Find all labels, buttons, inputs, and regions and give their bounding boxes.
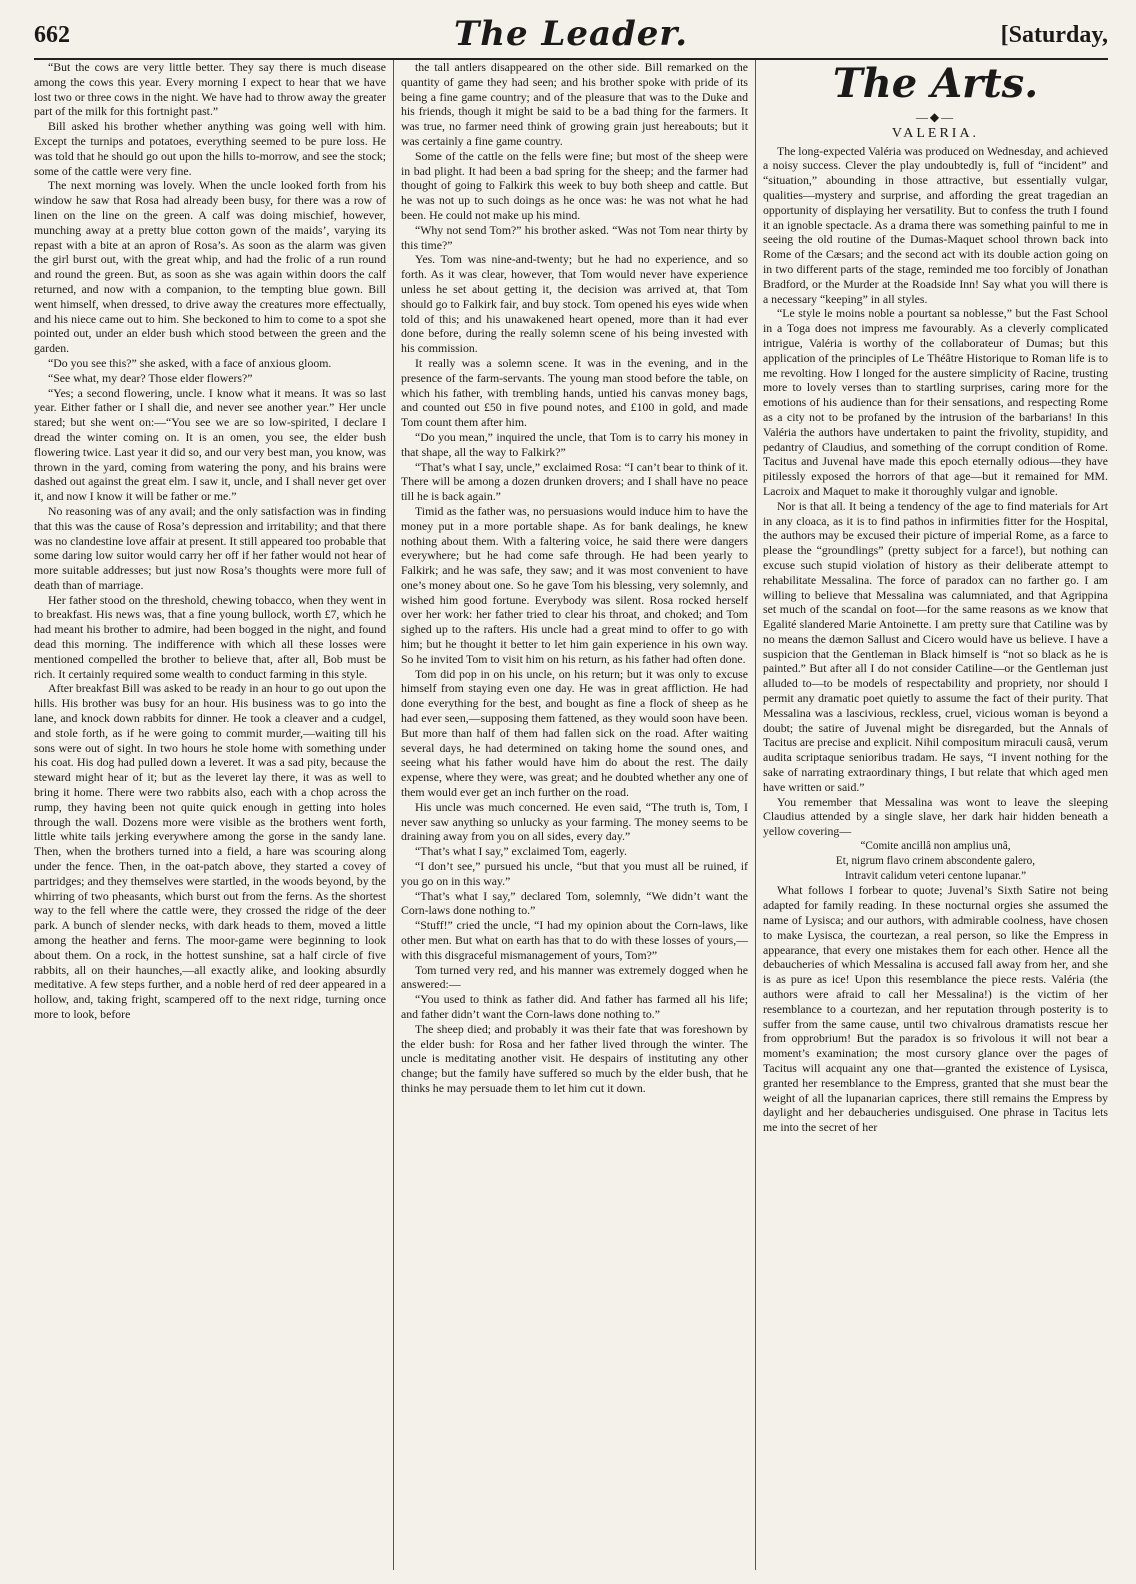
paragraph: The next morning was lovely. When the uncle looked forth from his window he saw that Rosa had already been busy, for there was a row of linen on the line on the green. A calf was doing mischief, however, munching away at a pretty blue cotton gown of the maids’, varying its repast with a bite at an apron of Rosa’s. As soon as the alarm was given the girl burst out, with the great whip, and had the frolic of a run round and round the green. But, as soon as she was again within doors the calf returned, and now with a companion, to the tempting blue gown. Bill went himself, when dressed, to drive away the creatures more effectually, and his niece came out to him. She beckoned to him to come to a spot she pointed out, under an elder bush which stood between the green and the garden. [34, 178, 386, 356]
article-title: VALERIA. [891, 125, 980, 141]
column-3 [756, 60, 1108, 1570]
paragraph: “Le style le moins noble a pourtant sa noblesse,” but the Fast School in a Toga does not impress me favourably. As a cleverly complicated intrigue, Valéria is worthy of the collaborateur of Dumas; but this application of the principles of Le Théâtre Historique to Roman life is to me revolting. How I longed for the austere simplicity of Racine, trusting more to lovely verses than to startling surprises, caring more for the emotions of his audience than for their sensations, and respecting Rome as a city not to be profaned by the intrusion of the barbarians! In this Valéria the authors have undertaken to paint the frivolity, stupidity, and pedantry of Claudius, and something of the corrupt condition of Rome. Tacitus and Juvenal have made this epoch eternally odious—they have pitilessly exposed the horrors of that age—but it remained for MM. Lacroix and Maquet to make it thoroughly vulgar and ignoble. [763, 306, 1108, 498]
paper-title: The Leader. [453, 14, 689, 54]
paragraph: Nor is that all. It being a tendency of the age to find materials for Art in any cloaca, as it is to find pathos in infirmities fitter for the Hospital, the authors may be excused their picture of imperial Rome, as a farce to please the “groundlings” (pretty subject for a farce!), but nothing can excuse such stupid violation of history as their deliberate attempt to rehabilitate Messalina. The force of paradox can no farther go. I am willing to believe that Messalina was calumniated, and that Agrippina set much of the scandal on foot—for the same reasons as we know that Egalité slandered Marie Antoinette. I am pretty sure that Catiline was by no means the dæmon Sallust and Cicero would have us believe. I have a suspicion that the Gentleman in Black himself is “not so black as he is painted.” But after all I do not consider Catiline—or the Gentleman just alluded to—to be models of respectability and propriety, nor should I permit any dramatic poet quietly to assume the fact of their purity. That Messalina was a lascivious, reckless, cruel, vicious woman is beyond a doubt; the satire of Juvenal might be disregarded, but the Annals of Tacitus are precise and explicit. Nihil compositum miraculi causâ, verum audita scriptaque senioribus tradam. He says, “I invent nothing for the sake of narrating extraordinary things, I but relate that which aged men have written or said.” [763, 498, 1108, 794]
paragraph: Some of the cattle on the fells were fine; but most of the sheep were in bad plight. It had been a bad spring for the sheep; and the farmer had thought of going to Falkirk this week to buy both sheep and cattle. But he was not up to such doings as he once was: he was not what he had been. He could not make up his mind. [401, 148, 748, 222]
columns [34, 60, 1108, 1570]
paragraph: After breakfast Bill was asked to be ready in an hour to go out upon the hills. His brother was busy for an hour. His business was to go into the lane, and knock down rabbits for dinner. He took a cleaver and a cudgel, and stole forth, as if he were going to commit murder,—waiting till his sons were out of sight. In two hours he stole home with something under his coat. His dog had pulled down a leveret. It was a sad pity, because the steward might hear of it; but as the leveret lay there, it was as well to bring it home. There were two rabbits also, each with a chop across the rump, they having been not quite quick enough in getting into holes through the wall. Dozens more were visible as the brothers went forth, little white tails jerking everywhere among the gorse in the sandy lane. Then, when the brothers turned into a field, a hare was scouring along under the fence. Then, in the oat-patch above, they started a covey of partridges; and they themselves were startled, in the woods beyond, by the whirring of two pheasants, which burst out from the ferns. As the shortest way to the fell where the cattle were, they crossed the ridge of the deer park. A bunch of slender necks, with dark heads to them, moved a little among the heather and ferns. The moor-game were beginning to look about them. On a rock, in the hottest sunshine, sat a half circle of five rabbits, all on their haunches,—all exactly alike, and looking absurdly meditative. A few steps further, and a noble herd of red deer appeared in a hollow, and, taking fright, scampered off to the next ridge, turning once more to look, before [34, 681, 386, 1021]
paragraph: His uncle was much concerned. He even said, “The truth is, Tom, I never saw anything so unlucky as your farming. The money seems to be draining away from you on all sides, every day.” [401, 799, 748, 844]
paragraph: “I don’t see,” pursued his uncle, “but that you must all be ruined, if you go on in this way.” [401, 859, 748, 888]
paragraph: Her father stood on the threshold, chewing tobacco, when they went in to breakfast. His news was, that a fine young bullock, worth £7, which he had meant his brother to admire, had been bogged in the night, and found dead this morning. The indifference with which all these losses were mentioned compelled the brother to believe that, after all, Bob must be rich. It certainly required some wealth to conduct farming in this style. [34, 592, 386, 681]
section-heading: The Arts. [832, 60, 1039, 107]
paragraph: No reasoning was of any avail; and the only satisfaction was in finding that this was the cause of Rosa’s depression and irritability; and that there was no clandestine love affair at present. It still appeared too probable that some daring low suitor would carry her off if her father would not hear of more suitable addresses; but just now Rosa’s thoughts were more full of death than of marriage. [34, 503, 386, 592]
page-number: 662 [34, 22, 70, 48]
paragraph: It really was a solemn scene. It was in the evening, and in the presence of the farm-servants. The young man stood before the table, on which his father, with trembling hands, untied his canvas money bags, and counted out £50 in five pound notes, and £100 in gold, and made Tom count them after him. [401, 355, 748, 430]
paragraph: “Yes; a second flowering, uncle. I know what it means. It was so last year. Either father or I shall die, and never see another year.” Her uncle stared; but she went on:—“You see we are so low-spirited, I declare I dread the winter coming on. It is an omen, you see, the elder bush flowering twice. Last year it did so, and our very best man, you know, was thrown in the yard, coming from watering the pony, and his brains were dashed out against the great elm. I saw it, uncle, and I shall never get over it, and now I know it will be father or me.” [34, 385, 386, 504]
paragraph: “That’s what I say,” declared Tom, solemnly, “We didn’t want the Corn-laws done nothing to.” [401, 888, 748, 918]
paragraph: “Why not send Tom?” his brother asked. “Was not Tom near thirty by this time?” [401, 222, 748, 252]
masthead-rule [34, 58, 1108, 60]
paragraph: “Do you see this?” she asked, with a face of anxious gloom. [48, 355, 332, 370]
verse-line: “Comite ancillâ non amplius unâ, [860, 840, 1011, 853]
verse-line: Intravit calidum veteri centone lupanar.” [844, 869, 1027, 882]
column-1 [34, 60, 394, 1570]
arts-body-a [763, 144, 1108, 839]
masthead [34, 0, 1108, 60]
masthead-day: [Saturday, [1000, 22, 1108, 48]
paragraph: What follows I forbear to quote; Juvenal’s Sixth Satire not being adapted for family reading. In these nocturnal orgies she assumed the name of Lysisca; and our authors, with admirable coolness, have chosen to make Lysisca, the courtezan, a real person, so like the Empress in appearance, that every one mistakes them for each other. Hence all the debaucheries of which Messalina is accused fall away from her, and she is as pure as ice! Upon this resemblance the piece rests. Valéria (the authors were afraid to call her Messalina!) is the victim of her resemblance to a courtezan, and her reputation through posterity is to suffer from the same cause, until two chivalrous dramatists rescue her from opprobrium! But the paradox is so frivolous it will not bear a moment’s examination; the most cursory glance over the pages of Tacitus will acquaint any one that—granted the existence of Lysisca, granted her resemblance to the Empress, granted that she must bear the weight of all the lupanarian caprices, there still remains the Empress by daylight and her debaucheries undisguised. One phrase in Tacitus lets me into the secret of her [763, 883, 1108, 1135]
paragraph: “See what, my dear? Those elder flowers?” [48, 370, 253, 385]
paragraph: “Stuff!” cried the uncle, “I had my opinion about the Corn-laws, like other men. But what on earth has that to do with these losses of yours,—with this disgraceful mismanagement of yours, Tom?” [401, 918, 748, 962]
paragraph: The sheep died; and probably it was their fate that was foreshown by the elder bush: for Rosa and her father lived through the winter. The uncle is meditating another visit. He despairs of instituting any other change; but the family have suffered so much by the elder bush, that he thinks he may persuade them to let him cut it down. [401, 1021, 748, 1095]
paragraph: “That’s what I say,” exclaimed Tom, eagerly. [415, 844, 627, 859]
paragraph: “But the cows are very little better. They say there is much disease among the cows this year. Every morning I expect to hear that we have lost two or three cows in the night. We have had to throw away the greater part of the milk for this fortnight past.” [34, 60, 386, 119]
paragraph: Timid as the father was, no persuasions would induce him to have the money put in a more portable shape. As for bank dealings, he knew nothing about them. With a faltering voice, he said there were dangers everywhere; but he had come safe through. He had been yearly to Falkirk; and he was safe, they saw; and it was most convenient to have one’s money about one. So he gave Tom his blessing, very solemnly, and wished him good fortune. Everybody was silent. Rosa rocked herself over her work: her father tried to clear his throat, and choked; and Tom sighed up to the rafters. His uncle had a great mind to offer to go with him; but he thought it better to let him gain experience in his own way. So he invited Tom to visit him on his return, as his father had often done. [401, 503, 748, 666]
paragraph: Tom did pop in on his uncle, on his return; but it was only to excuse himself from staying even one day. He was in great affliction. He had done everything for the best, and bought as fine a flock of sheep as he had ever seen,—supposing them fattened, as they would soon have been. But more than half of them had fallen sick on the road. After waiting several days, he had determined on taking home the sound ones, and seeing what his father would have him do about the rest. The daily expense, where they were, was great; and he doubted whether any one of them would ever get an inch further on the road. [401, 666, 748, 800]
paragraph: “Do you mean,” inquired the uncle, that Tom is to carry his money in that shape, all the way to Falkirk?” [401, 429, 748, 459]
paragraph: Yes. Tom was nine-and-twenty; but he had no experience, and so forth. As it was clear, however, that Tom would never have experience unless he set about getting it, the decision was arrived at, that Tom should go to Falkirk fair, and buy stock. Tom opened his eyes wide when told of this; and his unawakened heart opened, more than it had ever done before, during the really solemn scene of his being invested with his commission. [401, 252, 748, 356]
verse-quote [763, 839, 1108, 883]
paragraph: “You used to think as father did. And father has farmed all his life; and father didn’t want the Corn-laws done nothing to.” [401, 992, 748, 1021]
paragraph: The long-expected Valéria was produced on Wednesday, and achieved a noisy success. Clever the play undoubtedly is, full of “incident” and “situation,” abounding in those attractive, but essentially vulgar, qualities—mystery and surprise, and affording the great tragedian an opportunity of displaying her versatility. But to confess the truth I found it an ignoble spectacle. As a drama there was something painful to me in seeing the old routine of the Dumas-Maquet school thrown back into Rome of the Cæsars; and the second act with its double action going on in two different parts of the stage, reminded me too forcibly of Jonathan Bradford, or the Murder at the Roadside Inn! Say what you will there is a necessary “keeping” in all styles. [763, 143, 1108, 306]
ornament-divider: —◆— [915, 110, 956, 124]
verse-line: Et, nigrum flavo crinem abscondente galero, [835, 854, 1036, 867]
paragraph: Tom turned very red, and his manner was extremely dogged when he answered:— [401, 962, 748, 992]
paragraph: the tall antlers disappeared on the other side. Bill remarked on the quantity of game they had seen; and his brother spoke with pride of its being a fine game country; and of the pleasure that was to the Duke and his friends, though it might be said to be a bad thing for the farmers. It was true, no farmer need think of growing grain just hereabouts; but it was certainly a fine game country. [401, 60, 748, 148]
paragraph: You remember that Messalina was wont to leave the sleeping Claudius attended by a single slave, her dark hair hidden beneath a yellow covering— [763, 794, 1108, 839]
arts-body-b [763, 883, 1108, 1135]
paragraph: Bill asked his brother whether anything was going well with him. Except the turnips and potatoes, everything seemed to be pure loss. He was told that he should go out upon the hills to-morrow, and see the stock; some of the cattle were very fine. [34, 119, 386, 178]
column-2 [394, 60, 756, 1570]
paragraph: “That’s what I say, uncle,” exclaimed Rosa: “I can’t bear to think of it. There will be among a dozen drunken drovers; and I shall have no peace till he is back again.” [401, 459, 748, 504]
